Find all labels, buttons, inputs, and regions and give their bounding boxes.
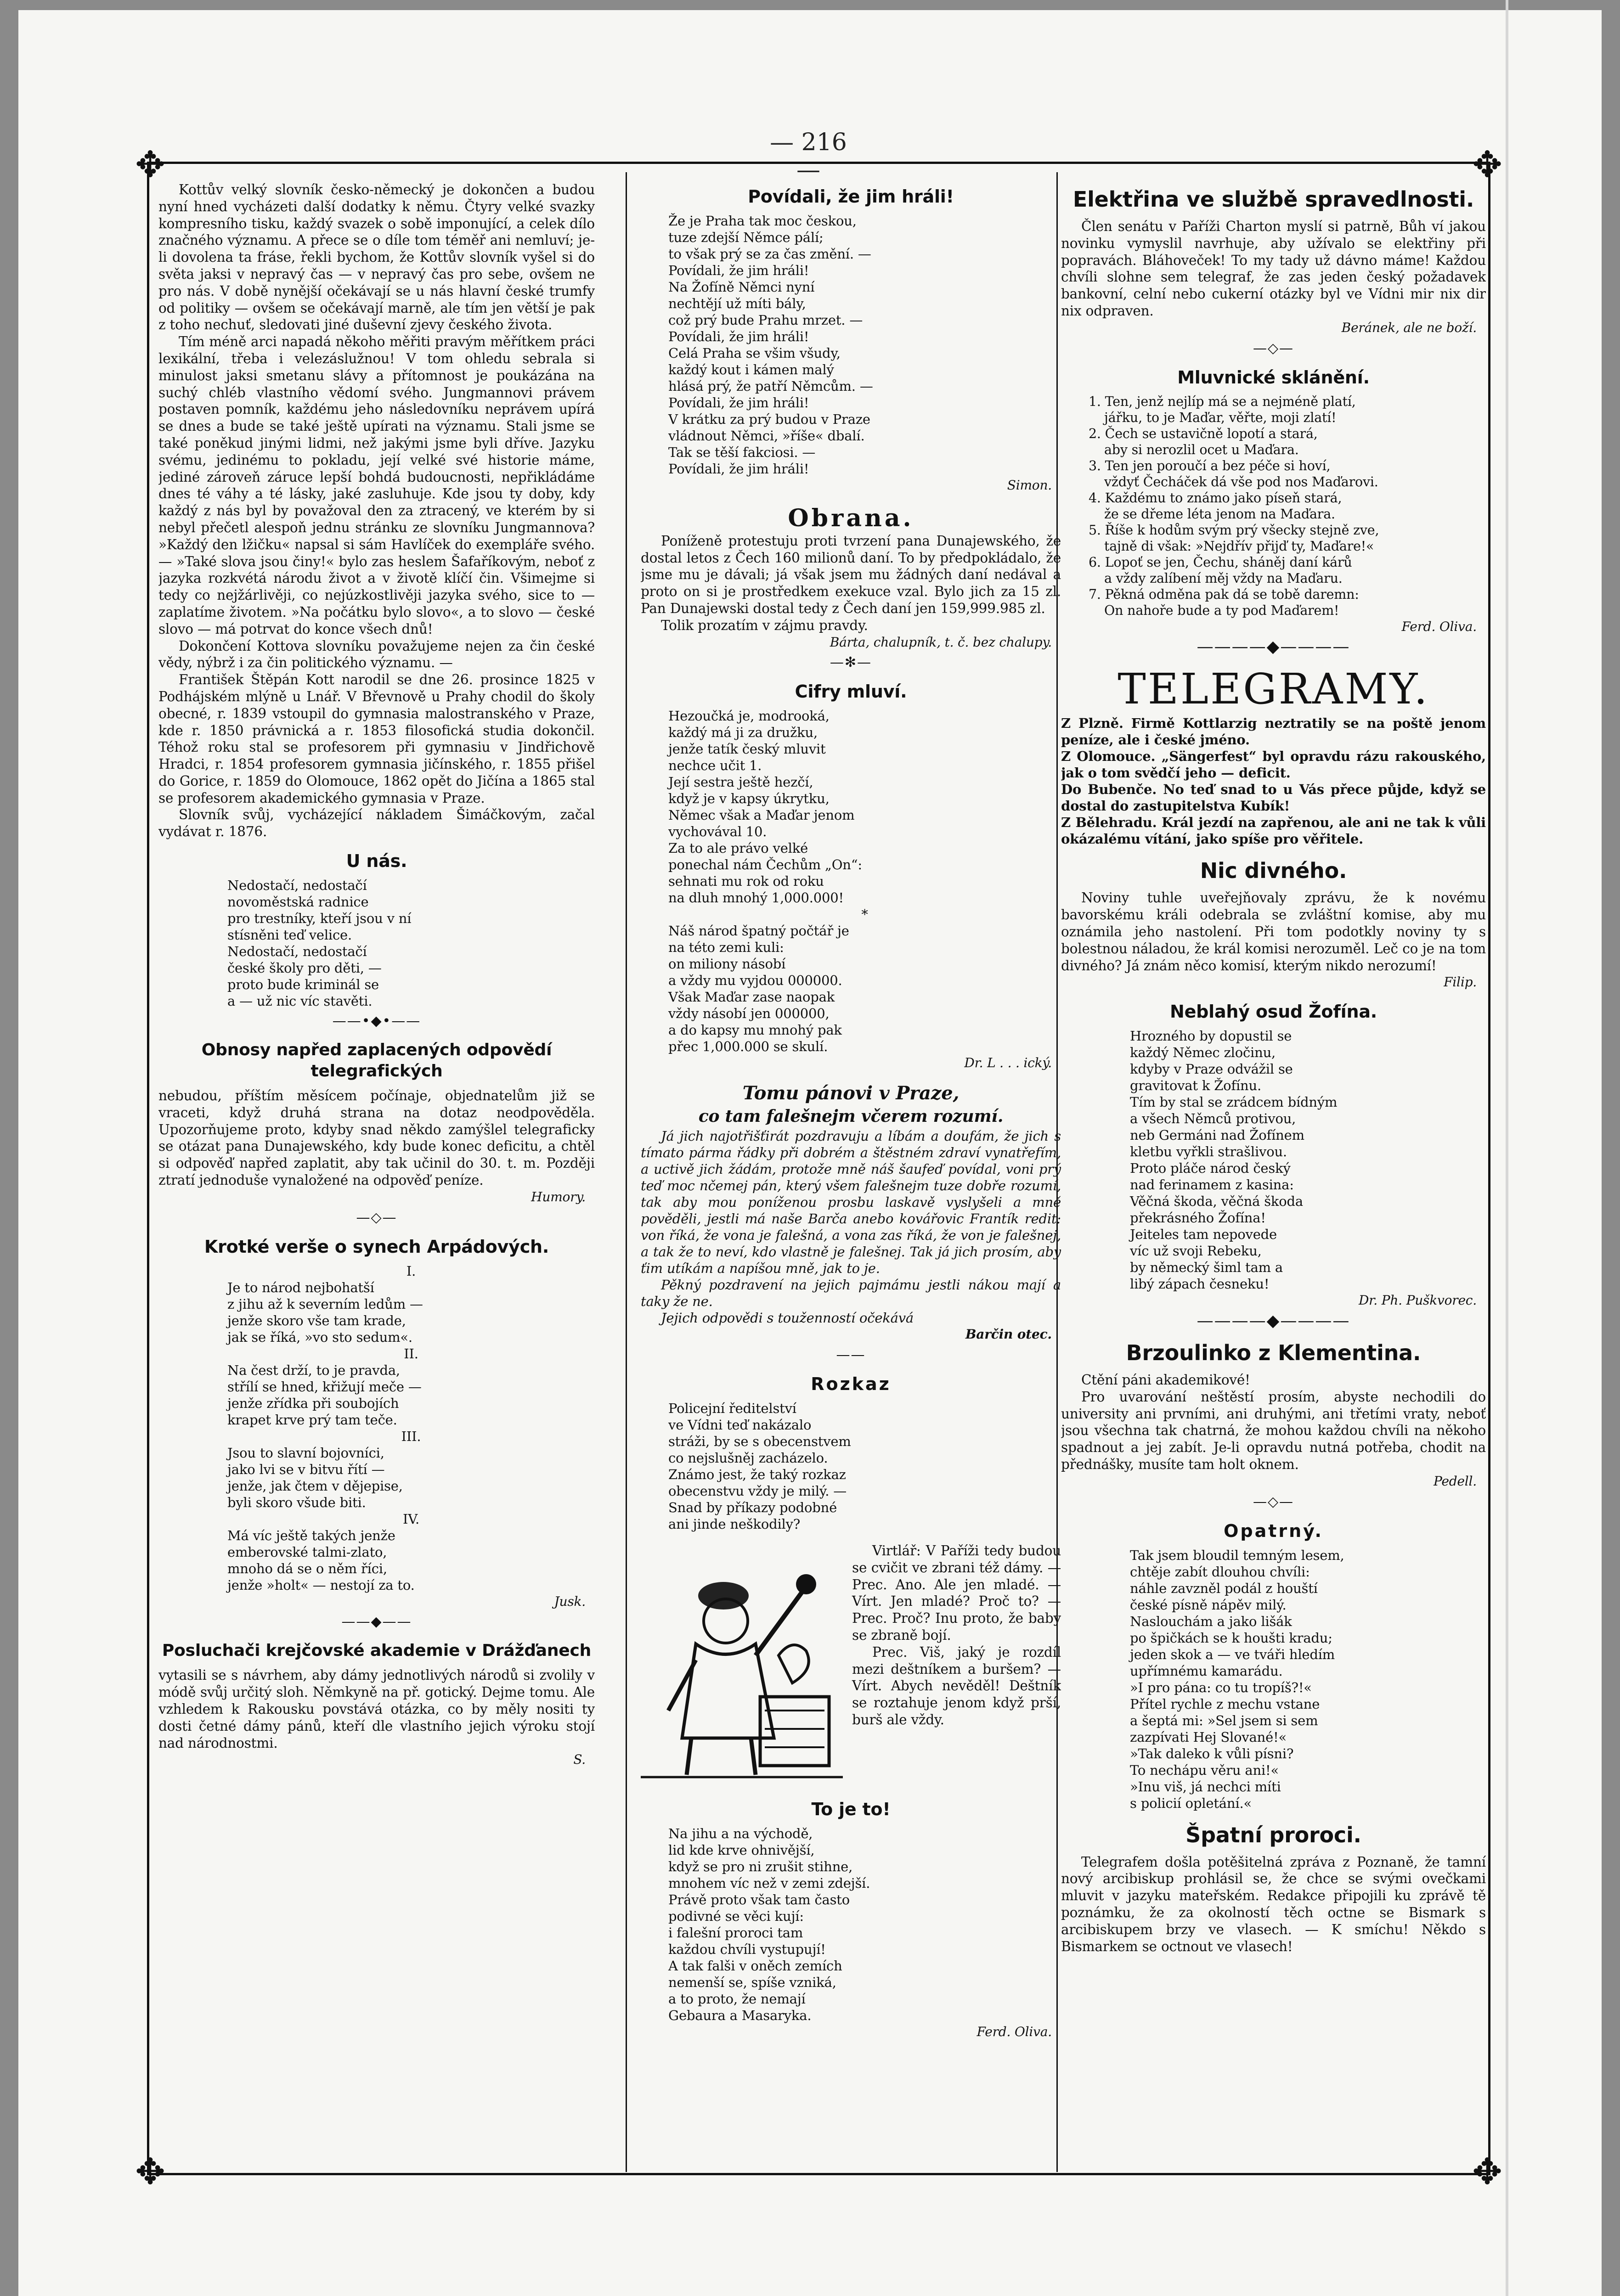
verse-line: a šeptá mi: »Sel jsem si sem [1130, 1712, 1318, 1728]
signature: Dr. Ph. Puškvorec. [1358, 1293, 1477, 1308]
verse-line: Povídali, že jim hráli! [668, 263, 809, 278]
paragraph: Pěkný pozdravení na jejich pajmámu jestli nákou mají a taky že ne. [641, 1277, 1061, 1310]
paragraph: Tolik prozatím v zájmu pravdy. [661, 617, 868, 633]
verse-line: každou chvíli vystupují! [668, 1941, 826, 1957]
signature: Pedell. [1433, 1473, 1477, 1489]
verse-line: 5. Říše k hodům svým prý všecky stejně zve, [1089, 522, 1379, 538]
verse-line: 7. Pěkná odměna pak dá se tobě daremn: [1089, 586, 1359, 602]
verse-line: Němec však a Maďar jenom [668, 807, 855, 823]
verse-line: střílí se hned, křižují meče — [227, 1379, 422, 1395]
verse-line: byli skoro všude biti. [227, 1494, 366, 1510]
verse-line: přec 1,000.000 se skulí. [668, 1039, 828, 1055]
verse-line: Její sestra ještě hezčí, [668, 774, 813, 790]
verse-line: Naslouchám a jako lišák [1130, 1613, 1292, 1629]
verse-line: a — už nic víc stavěti. [227, 993, 373, 1009]
verse-line: jak se říká, »vo sto sedum«. [227, 1329, 412, 1345]
article-title: Mluvnické sklánění. [1177, 367, 1370, 388]
verse-line: a vždy mu vyjdou 000000. [668, 973, 842, 989]
verse-line: když se pro ni zrušit stihne, [668, 1858, 853, 1874]
verse-line: zazpívati Hej Slované!« [1130, 1729, 1287, 1745]
article-title: Elektřina ve službě spravedlnosti. [1072, 187, 1474, 212]
article-brzoulinko [1061, 1339, 1486, 1510]
verse-line: víc už svoji Rebeku, [1130, 1243, 1262, 1259]
divider-ornament-icon: —✻— [830, 654, 872, 671]
article-mluvnicke [1061, 367, 1486, 656]
verse-line: každý má ji za družku, [668, 725, 818, 741]
verse-line: Známo jest, že taký rozkaz [668, 1466, 846, 1482]
verse-line: II. [404, 1345, 418, 1362]
verse-line: Hrozného by dopustil se [1130, 1028, 1292, 1044]
article-title: Neblahý osud Žofína. [1169, 1002, 1377, 1022]
verse [641, 213, 1061, 477]
article-title: Brzoulinko z Klementina. [1126, 1340, 1421, 1365]
verse-line: jenže »holt« — nestojí za to. [227, 1577, 415, 1593]
article-title: Rozkaz [811, 1373, 891, 1394]
divider-ornament-icon: —◇— [1253, 1493, 1294, 1510]
verse-line: na dluh mnohý 1,000.000! [668, 890, 844, 906]
signature: Ferd. Oliva. [977, 2024, 1052, 2039]
verse-line: co nejslušněj zacházelo. [668, 1450, 828, 1466]
verse-line: české školy pro děti, — [227, 960, 382, 976]
verse-line: jenže, jak čtem v dějepise, [227, 1478, 403, 1494]
verse-line: Náš národ špatný počtář je [668, 923, 849, 939]
verse-line: Povídali, že jim hráli! [668, 461, 809, 477]
verse-line: Přítel rychle z mechu vstane [1130, 1696, 1320, 1712]
verse [158, 877, 595, 1009]
verse-line: * [861, 906, 868, 923]
verse-line: »Inu viš, já nechci míti [1130, 1778, 1281, 1795]
verse-line: Nedostačí, nedostačí [227, 878, 367, 894]
verse-line: Jeiteles tam nepovede [1130, 1227, 1277, 1243]
verse-line: a do kapsy mu mnohý pak [668, 1022, 842, 1038]
verse-line: libý zápach česneku! [1130, 1276, 1270, 1292]
article-title: Obrana. [788, 504, 914, 532]
article-povidali [641, 186, 1061, 494]
verse-line: on miliony násobí [668, 956, 786, 972]
corner-ornament-icon: ✥ [1472, 2151, 1502, 2193]
verse-line: Však Maďar zase naopak [668, 989, 835, 1005]
verse-line: i falešní proroci tam [668, 1925, 803, 1941]
divider-ornament-icon: ——◆—— [341, 1614, 412, 1630]
article-title: Nic divného. [1200, 858, 1347, 884]
article-obnosy [158, 1040, 595, 1226]
verse-line: nad ferinamem z kasina: [1130, 1177, 1294, 1193]
verse-line: vždy násobí jen 000000, [668, 1006, 830, 1022]
column-rule [626, 172, 627, 2172]
divider-ornament-icon: —— [836, 1346, 866, 1363]
signature: Beránek, ale ne boží. [1341, 320, 1477, 335]
verse-line: pro trestníky, kteří jsou v ní [227, 911, 412, 927]
verse-line: Jsou to slavní bojovníci, [227, 1445, 384, 1461]
signature: Bárta, chalupník, t. č. bez chalupy. [830, 634, 1052, 650]
verse-line: proto bude kriminál se [227, 977, 379, 993]
verse-line: sehnati mu rok od roku [668, 873, 824, 889]
verse-line: že se dřeme léta jenom na Maďara. [1104, 506, 1335, 522]
verse-line: ve Vídni teď nakázalo [668, 1417, 812, 1433]
column-left [158, 181, 595, 2172]
verse-line: Povídali, že jim hráli! [668, 395, 809, 411]
verse-line: každý kout i kámen malý [668, 362, 834, 377]
verse-line: Na jihu a na východě, [668, 1825, 813, 1841]
signature: Jusk. [554, 1593, 586, 1609]
verse-line: Celá Praha se všim všudy, [668, 345, 841, 361]
verse-line: Právě proto však tam často [668, 1891, 850, 1908]
verse-line: podivné se věci kují: [668, 1908, 804, 1924]
article-title: Špatní proroci. [1185, 1822, 1361, 1847]
verse-line: upřímnému kamarádu. [1130, 1663, 1283, 1679]
article-title: Povídali, že jim hráli! [748, 186, 954, 207]
verse-line: Povídali, že jim hráli! [668, 329, 809, 344]
signature: S. [573, 1752, 586, 1767]
divider-ornament-icon: ————◆———— [1197, 1311, 1350, 1330]
article-neblahy-osud [1061, 1001, 1486, 1329]
verse-line: Na čest drží, to je pravda, [227, 1362, 400, 1378]
verse-line: obecenstvu vždy je milý. — [668, 1483, 847, 1499]
verse-line: jenže skoro vše tam krade, [227, 1312, 406, 1328]
article-virtlar [641, 1542, 1061, 1789]
paragraph: Tím méně arci napadá někoho měřiti pravým měřítkem práci lexikální, třeba i velezáslužnou! V tom ohledu sebrala si minulost jaksi smetanu slávy a přítomnost je poukázána na suchý chléb vlastního vědomí svého. Jungmannovi právem postaven pomník, každému jeho následovníku neprávem upírá se dnes a bude se také ještě upírati na významu. Stali jsme se také poněkud jinými lidmi, než jakými jsme byli dříve. Jazyku svému, jedinému to pokladu, její velké své historie máme, jediné zároveň záruce lepší bohdá budoucnosti, nepřikládáme dnes té váhy a té lásky, jaké zasluhuje. Kde jsou ty doby, kdy každý z nás byl by považoval den za ztracený, ve kterém by si nebyl přečetl alespoň jednu stránku ze slovníku Jungmannova? »Každý den lžičku« napsal si sám Havlíček do exempláře svého. — »Také slova jsou činy!« bylo zas heslem Šafaříkovým, neboť z jazyka rozkvétá národu život a v životě klíčí čin. Všimejme si tedy co nejžárlivěji, co nejúzkostlivěji jazyka svého, sice to — zaplatíme životem. »Na počátku bylo slovo«, a to slovo — české slovo — má potrvat do konce všech dnů! [158, 334, 595, 637]
article-elektrina [1061, 186, 1486, 357]
verse [641, 1825, 1061, 2024]
paragraph: Telegrafem došla potěšitelná zpráva z Poznaně, že tamní nový arcibiskup prohlásil se, že chce se svými ovečkami mluvit v jazyku mateřském. Redakce připojili ku zprávě tě poznámku, že za okolností těch octne se Bismark s arcibiskupem brzy ve vlasech. — K smíchu! Někdo s Bismarkem se octnout ve vlasech! [1061, 1854, 1486, 1954]
paragraph: Virtlář: V Paříži tedy budou se cvičit ve zbrani též dámy. — Prec. Ano. Ale jen mladé. — Vírt. Jen mladé? Proč to? — Prec. Proč? Inu proto, že baby se zbraně bojí. [852, 1542, 1061, 1643]
verse-line: překrásného Žofína! [1130, 1210, 1266, 1226]
verse-line: mnohem víc než v zemi zdejší. [668, 1875, 870, 1891]
signature: Filip. [1444, 974, 1477, 990]
verse-line: jako lvi se v bitvu řítí — [227, 1461, 385, 1477]
verse-line: III. [401, 1428, 421, 1444]
verse-line: Je to národ nejbohatší [227, 1279, 374, 1295]
verse-line: stráži, by se s obecenstvem [668, 1433, 851, 1449]
verse [641, 708, 1061, 1055]
signature: Ferd. Oliva. [1401, 619, 1477, 634]
verse-line: Že je Praha tak moc českou, [668, 213, 857, 229]
article-title: Opatrný. [1224, 1520, 1323, 1541]
verse-line: české písně nápěv milý. [1130, 1597, 1287, 1613]
corner-ornament-icon: ✥ [135, 144, 165, 186]
paragraph: Pro uvarování neštěstí prosím, abyste nechodili do university ani prvními, ani druhými, ani třetími vraty, neboť jsou všechna tak chatrná, že mohou každou chvíli na někoho spadnout a jej zabít. Je-li opravdu nutná potřeba, chodit na přednášky, musíte tam holt oknem. [1061, 1389, 1486, 1472]
verse-line: na této zemi kuli: [668, 940, 784, 956]
verse-line: Snad by příkazy podobné [668, 1499, 837, 1515]
verse-line: a všech Němců protivou, [1130, 1111, 1296, 1127]
verse-line: Tak jsem bloudil temným lesem, [1130, 1547, 1344, 1563]
verse-line: kletbu vyřkli strašlivou. [1130, 1144, 1287, 1160]
verse-line: Na Žofíně Němci nyní [668, 279, 815, 295]
article-cifry [641, 681, 1061, 1072]
verse-line: Proto pláče národ český [1130, 1160, 1291, 1176]
verse-line: jenže zřídka při soubojích [227, 1395, 399, 1411]
paragraph: Člen senátu v Paříži Charton myslí si patrně, Bůh ví jakou novinku vymyslil navrhuje, aby užívalo se elektřiny při popravách. Bláhoveček! To my tady už dávno máme! Každou chvíli slohne sem telegraf, že zas jeden český požadavek bankovní, celní nebo cukerní otázky byl ve Vídni mir nix dir nix odpraven. [1061, 219, 1486, 319]
verse-line: nechtějí už míti bály, [668, 296, 806, 311]
signature: Humory. [531, 1189, 586, 1204]
scan-fold-line [1506, 0, 1508, 2296]
verse-line: náhle zavzněl podál z houští [1130, 1580, 1318, 1596]
verse-line: novoměstská radnice [227, 894, 369, 910]
cartoon-illustration [641, 1545, 843, 1784]
verse-line: vládnout Němci, »říše« dbalí. [668, 428, 865, 444]
telegram-item: Do Bubenče. No teď snad to u Vás přece půjde, když se dostal do zastupitelstva Kubík! [1061, 782, 1486, 814]
verse-line: 3. Ten jen poroučí a bez péče si hoví, [1089, 458, 1331, 473]
verse [1061, 1547, 1486, 1812]
divider-ornament-icon: —◇— [1253, 340, 1294, 356]
verse-line: emberovské talmi-zlato, [227, 1544, 387, 1560]
verse-line: »I pro pána: co tu tropíš?!« [1130, 1679, 1312, 1695]
paragraph: Ctění páni akademikové! [1081, 1372, 1250, 1388]
verse-line: 2. Čech se ustavičně lopotí a stará, [1089, 426, 1318, 441]
verse-line: Věčná škoda, věčná škoda [1130, 1193, 1304, 1210]
verse-line: vychovával 10. [668, 824, 767, 840]
article-tomu-panovi [641, 1082, 1061, 1363]
verse-line: každý Němec zločinu, [1130, 1045, 1276, 1061]
signature: Dr. L . . . ický. [964, 1055, 1052, 1071]
verse-line: ani jinde neškodily? [668, 1516, 801, 1532]
verse-line: Hezoučká je, modrooká, [668, 708, 830, 724]
section-title: TELEGRAMY. [1118, 664, 1429, 714]
article-to-je-to [641, 1799, 1061, 2041]
article-nic-divneho [1061, 857, 1486, 991]
page-number: — 216 — [770, 129, 847, 184]
verse-line: IV. [403, 1511, 419, 1527]
verse-line: by německý šiml tam a [1130, 1260, 1283, 1276]
verse-line: A tak falši v oněch zemích [668, 1958, 842, 1974]
article-title: To je to! [811, 1799, 891, 1819]
article-rozkaz [641, 1373, 1061, 1532]
paragraph: Noviny tuhle uveřejňovaly zprávu, že k novému bavorskému králi odebrala se zvláštní komise, aby mu oznámila jeho nastolení. Při tom podotkly noviny ty s bolestnou náladou, že král komisi nerozuměl. Leč co je na tom divného? Já znám něco komisí, kterým nikdo nerozumí! [1061, 890, 1486, 974]
paragraph: nebudou, příštím měsícem počínaje, objednatelům již se vraceti, když druhá strana na dotaz neodpověděla. Upozorňujeme proto, kdyby snad někdo zamýšlel telegraficky se otázat pana Dunajewského, kdy bude konec deficitu, a chtěl si odpověď napřed zaplatit, aby tak učinil do 30. t. m. Později ztratí jednoduše vynaložené na odpověď peníze. [158, 1088, 595, 1188]
article-title: U nás. [346, 851, 407, 872]
article-u-nas [158, 850, 595, 1030]
verse-line: Policejní ředitelství [668, 1400, 796, 1416]
verse-line: po špičkách se k houšti kradu; [1130, 1630, 1332, 1646]
verse-line: On nahoře bude a ty pod Maďarem! [1104, 602, 1339, 618]
article-title: Tomu pánovi v Praze, [742, 1082, 960, 1104]
verse-line: lid kde krve ohnivější, [668, 1842, 815, 1858]
article-obrana [641, 504, 1061, 671]
article-title: Krotké verše o synech Arpádových. [204, 1236, 549, 1257]
verse [641, 1400, 1061, 1532]
verse-line: s policií opletání.« [1130, 1795, 1252, 1811]
verse-line: ponechal nám Čechům „On“: [668, 857, 862, 873]
verse-line: mnoho dá se o něm říci, [227, 1560, 387, 1576]
divider-ornament-icon: ————◆———— [1197, 637, 1350, 657]
verse [1061, 1028, 1486, 1292]
verse-line: nemenší se, spíše vzniká, [668, 1974, 836, 1990]
corner-ornament-icon: ✥ [135, 2151, 165, 2193]
verse [158, 1263, 595, 1593]
verse-line: jenže tatík český mluvit [668, 741, 826, 757]
verse-line: Tak se těší fakciosi. — [668, 445, 816, 460]
verse-line: vždyť Čecháček dá vše pod nos Maďarovi. [1104, 474, 1378, 490]
article-kott [158, 181, 595, 840]
verse-line: což prý bude Prahu mrzet. — [668, 312, 863, 328]
signature: Simon. [1007, 478, 1052, 493]
divider-ornament-icon: —◇— [356, 1209, 397, 1226]
column-middle [641, 181, 1061, 2172]
paragraph: Jejich odpovědi s touženností očekává [661, 1310, 914, 1326]
article-subtitle: co tam falešnejm včerem rozumí. [698, 1107, 1004, 1126]
paragraph: František Štěpán Kott narodil se dne 26. prosince 1825 v Podhájském mlýně u Lnář. V Břevnově u Prahy chodil do školy obecné, r. 1839 vstoupil do gymnasia malostranského v Praze, kde r. 1850 právnická a r. 1853 filosofická studia dokončil. Téhož roku stal se profesorem při gymnasiu v Jindřichově Hradci, r. 1854 profesorem gymnasia jičínského, r. 1855 přišel do Gorice, r. 1859 do Olomouce, 1862 opět do Jičína a 1865 stal se profesorem akademického gymnasia v Praze. [158, 672, 595, 806]
verse-line: a vždy zalíbení měj vždy na Maďaru. [1104, 570, 1343, 586]
verse-line: I. [406, 1263, 416, 1279]
numbered-verse [1061, 394, 1486, 619]
article-title: Posluchači krejčovské akademie v Drážďanech [162, 1641, 592, 1660]
verse-line: Tím by stal se zrádcem bídným [1130, 1094, 1338, 1110]
signature: Barčin otec. [965, 1327, 1052, 1342]
telegram-item: Z Plzně. Firmě Kottlarzig neztratily se na poště jenom peníze, ale i české jméno. [1061, 715, 1486, 748]
paragraph: Kottův velký slovník česko-německý je dokončen a budou nyní hned vycházeti další dodatky k němu. Čtyry velké svazky kompresního tisku, každý svazek o sobě imponující, a celek dílo značného významu. A přece se o díle tom téměř ani nemluví; je-li dovolena ta fráse, řekli bychom, že Kottův slovník vyšel si do světa jaksi v nepravý čas — v nepravý čas pro sebe, ovšem ne pro nás. V době nynější očekávají se u nás hlavní české trumfy od politiky — ovšem se očekávají marně, ale tím jen větší je pak z toho nechuť, sledovati jiné duševní zjevy českého života. [158, 182, 595, 333]
verse-line: nechce učit 1. [668, 758, 762, 774]
paragraph: Prec. Viš, jaký je rozdíl mezi deštníkem a buršem? — Vírt. Abych nevěděl! Deštník se roztahuje jenom když prší, burš ale vždy. [852, 1644, 1061, 1728]
article-opatrny [1061, 1520, 1486, 1812]
column-right [1061, 181, 1486, 2172]
verse-line: V krátku za prý budou v Praze [668, 411, 870, 427]
verse-line: »Tak daleko k vůli písni? [1130, 1745, 1294, 1761]
article-krotke [158, 1236, 595, 1631]
cartoon-drawing-icon [641, 1545, 843, 1784]
verse-line: krapet krve prý tam teče. [227, 1412, 397, 1428]
article-spatni-proroci [1061, 1822, 1486, 1955]
paragraph: Dokončení Kottova slovníku považujeme nejen za čin české vědy, nýbrž i za čin politického významu. — [158, 638, 595, 671]
verse-line: kdyby v Praze odvážil se [1130, 1061, 1293, 1077]
verse-line: neb Germáni nad Žofínem [1130, 1127, 1304, 1143]
article-telegramy [1061, 665, 1486, 847]
divider-ornament-icon: ——•◆•—— [332, 1013, 421, 1030]
verse-line: jeden skok a — ve tváři hledím [1130, 1646, 1335, 1662]
paragraph: Poníženě protestuju proti tvrzení pana Dunajewského, že dostal letos z Čech 160 milionů daní. To by předpokládalo, že jsme mu je dávali; já však jsem mu žádných daní nedával a proto on si je prostředkem exekuce vzal. Bylo jich za 15 zl. Pan Dunajewski dostal tedy z Čech daní jen 159,999.985 zl. [641, 533, 1061, 616]
article-title: Cifry mluví. [795, 681, 907, 702]
verse-line: gravitovat k Žofínu. [1130, 1078, 1262, 1094]
corner-ornament-icon: ✥ [1472, 144, 1502, 186]
verse-line: Za to ale právo velké [668, 840, 808, 856]
verse-line: hlásá prý, že patří Němcům. — [668, 378, 873, 394]
verse-line: Gebaura a Masaryka. [668, 2007, 812, 2023]
verse-line: 4. Každému to známo jako píseň stará, [1089, 490, 1342, 506]
telegram-item: Z Olomouce. „Sängerfest“ byl opravdu rázu rakouského, jak o tom svědčí jeho — deficit. [1061, 748, 1486, 781]
verse-line: když je v kapsy úkrytku, [668, 791, 830, 807]
verse-line: jářku, to je Maďar, věřte, moji zlatí! [1104, 410, 1337, 425]
verse-line: 1. Ten, jenž nejlíp má se a nejméně platí, [1089, 394, 1356, 409]
verse-line: z jihu až k severním ledům — [227, 1296, 423, 1312]
paragraph: vytasili se s návrhem, aby dámy jednotlivých národů si zvolily v módě svůj určitý sloh. Němkyně na př. gotický. Dejme tomu. Ale vzhledem k Rakousku povstává otázka, co by měly nositi ty dosti četné dámy pánů, kteří dle vlastního jejich výroku stojí nad národnostmi. [158, 1667, 595, 1751]
verse-line: Nedostačí, nedostačí [227, 944, 367, 960]
telegram-item: Z Bělehradu. Král jezdí na zapřenou, ale ani ne tak k vůli okázalému vítání, jako spíše pro věřitele. [1061, 815, 1486, 847]
verse-line: tuze zdejší Němce pálí; [668, 230, 824, 245]
verse-line: stísněni teď velice. [227, 927, 352, 943]
verse-line: tajně di však: »Nejdřív přijď ty, Maďare!« [1104, 538, 1374, 554]
verse-line: chtěje zabít dlouhou chvíli: [1130, 1564, 1310, 1580]
verse-line: a to proto, že nemají [668, 1991, 806, 2007]
article-posluchaci [158, 1640, 595, 1768]
verse-line: Má víc ještě takých jenže [227, 1527, 395, 1543]
verse-line: to však prý se za čas změní. — [668, 246, 871, 262]
verse-line: aby si nerozlil ocet u Maďara. [1104, 442, 1299, 457]
paragraph: Slovník svůj, vycházející nákladem Šimáčkovým, začal vydávat r. 1876. [158, 807, 595, 840]
verse-line: To nechápu věru ani!« [1130, 1762, 1279, 1778]
paragraph: Já jich najotřišťirát pozdravuju a líbám a doufám, že jich s tímato párma řádky při dobrém a štěstném zdraví vynatřefím, a uctivě jich žádám, protože mně náš šaufeď povídal, voni prý teď moc nčemej pán, který všem falešnejm tuze dobře rozumí, tak aby mou poníženou prosbu laskavě vyslyšeli a mně pověděli, jestli má naše Barča anebo kovářovic Frantík redit: von říká, že vona je falešná, a vona zas říká, že von je falešnej, a tak že to neví, kdo vlastně je falešnej. Tak já jich prosím, aby ťim utíkám a napíšou mně, jak to je. [641, 1128, 1061, 1277]
verse-line: 6. Lopoť se jen, Čechu, sháněj daní kárů [1089, 554, 1352, 570]
article-title: Obnosy napřed zaplacených odpovědí telegrafických [201, 1041, 552, 1081]
